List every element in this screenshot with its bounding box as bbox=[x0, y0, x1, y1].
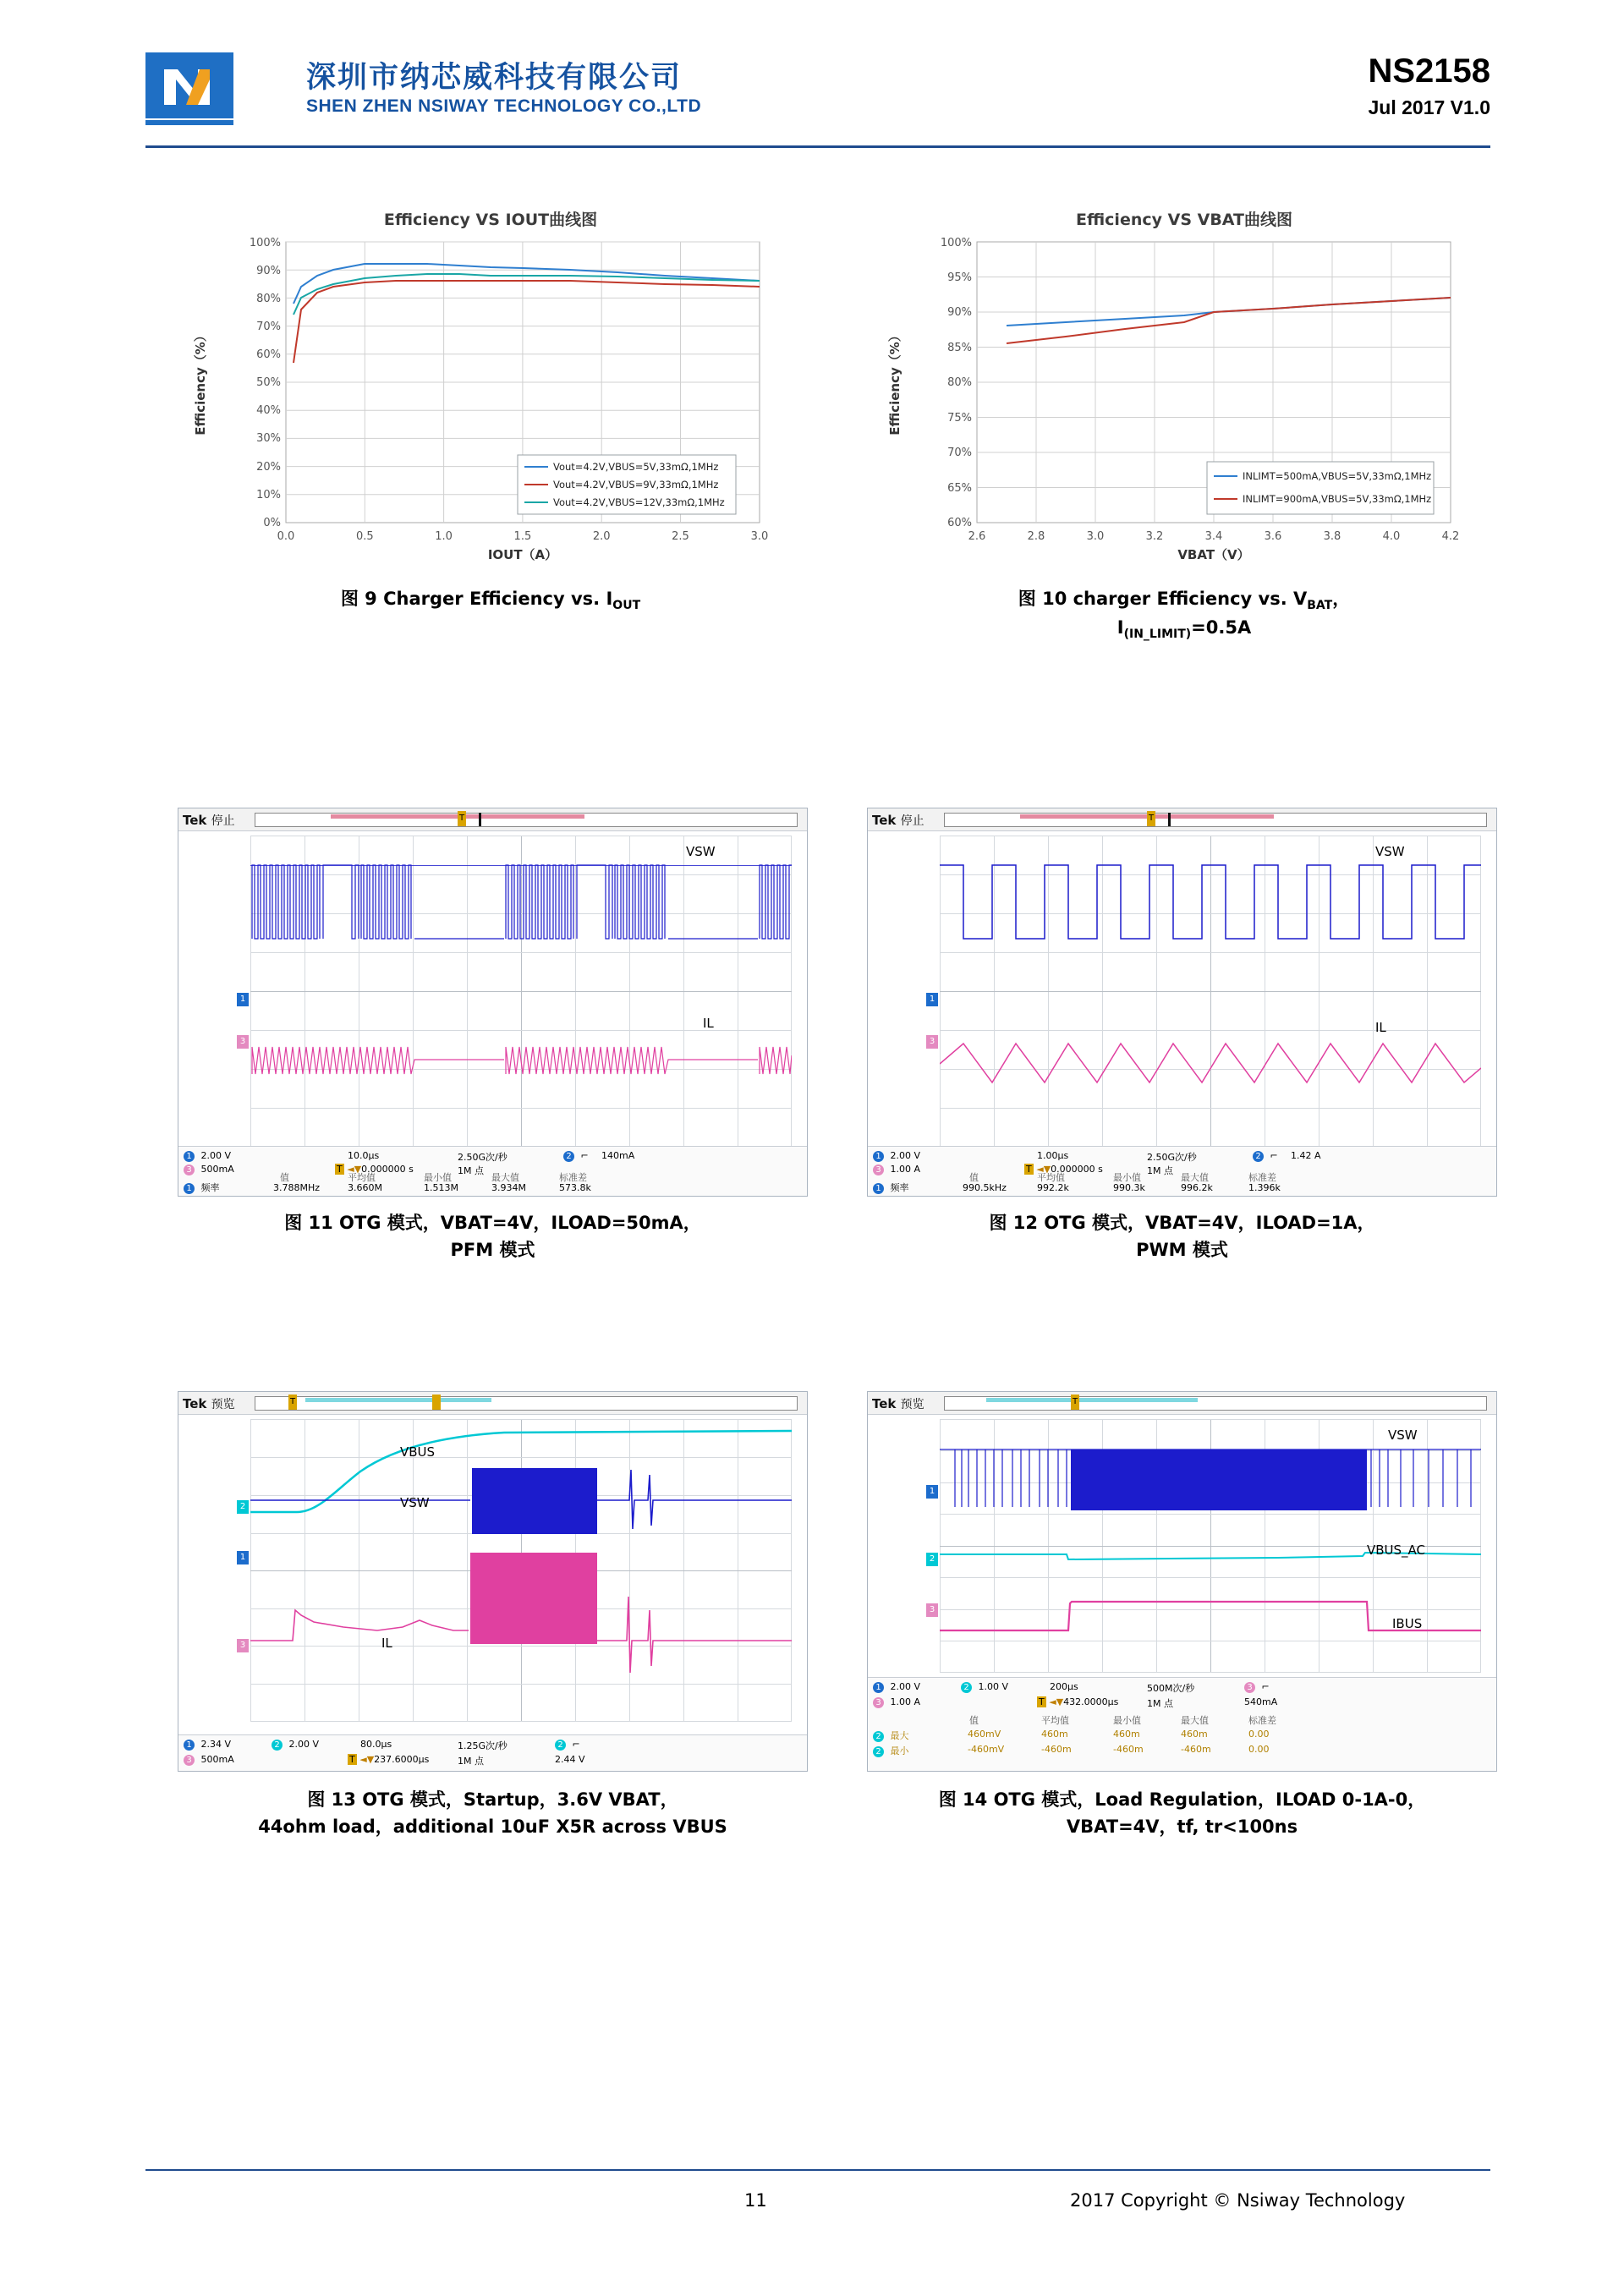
scope-measurement-row-max: 2 最大 bbox=[873, 1729, 909, 1742]
svg-text:3.2: 3.2 bbox=[1145, 530, 1164, 543]
figure-9-caption-text: 图 9 Charger Efficiency vs. I bbox=[340, 589, 613, 609]
channel-3-marker[interactable]: 3 bbox=[926, 1603, 938, 1617]
scope-meas-mean-min: -460m bbox=[1041, 1744, 1072, 1755]
scope-ch1-setting: 1 2.34 V bbox=[184, 1739, 231, 1751]
figure-14-caption bbox=[867, 1787, 1497, 1840]
header-divider bbox=[145, 145, 1490, 148]
scope-meas-header-min: 最小值 bbox=[424, 1172, 452, 1183]
scope-screenshot-otg-load-regulation bbox=[867, 1391, 1497, 1772]
scope-settings-bar bbox=[868, 1146, 1496, 1196]
figure-13 bbox=[178, 1391, 808, 1840]
scope-trigger-level: 1.42 A bbox=[1291, 1150, 1321, 1161]
scope-meas-header-value: 值 bbox=[969, 1715, 979, 1726]
company-name-cn: 深圳市纳芯威科技有限公司 bbox=[306, 61, 683, 95]
scope-record-length: 1M 点 bbox=[458, 1165, 484, 1176]
scope-trigger-position: T ◄▼0.000000 s bbox=[337, 1164, 414, 1175]
scope-trigger-marker: T bbox=[1071, 1395, 1079, 1410]
scope-measurement-row-min: 2 最小 bbox=[873, 1744, 909, 1757]
scope-meas-min: 990.3k bbox=[1113, 1182, 1145, 1193]
svg-text:4.2: 4.2 bbox=[1441, 530, 1460, 543]
scope-meas-header-max: 最大值 bbox=[491, 1172, 519, 1183]
svg-text:95%: 95% bbox=[947, 271, 972, 284]
scope-record-length: 1M 点 bbox=[1147, 1165, 1173, 1176]
scope-trigger-position: T ◄▼237.6000μs bbox=[349, 1754, 430, 1765]
scope-trigger-level: 2.44 V bbox=[555, 1754, 585, 1765]
scope-record-fill bbox=[986, 1398, 1198, 1402]
scope-trigger-marker: T bbox=[288, 1395, 297, 1410]
scope-meas-header-std: 标准差 bbox=[559, 1172, 587, 1183]
scope-meas-header-min: 最小值 bbox=[1113, 1172, 1141, 1183]
scope-trigger-channel: 3 ⌐ bbox=[1244, 1681, 1270, 1693]
scope-trigger-position: T ◄▼432.0000μs bbox=[1039, 1696, 1119, 1707]
scope-ch2-setting: 2 1.00 V bbox=[961, 1681, 1008, 1693]
svg-text:20%: 20% bbox=[256, 461, 281, 474]
scope-meas-max: 3.934M bbox=[491, 1182, 526, 1193]
figure-10-caption-line2-tail: =0.5A bbox=[1191, 617, 1252, 638]
page-number: 11 bbox=[744, 2190, 767, 2211]
svg-text:1.5: 1.5 bbox=[513, 530, 532, 543]
channel-2-marker[interactable]: 2 bbox=[237, 1500, 249, 1514]
svg-text:30%: 30% bbox=[256, 432, 281, 445]
scope-ch2-setting: 2 2.00 V bbox=[272, 1739, 319, 1751]
page-header bbox=[145, 44, 1490, 137]
channel-3-marker[interactable]: 3 bbox=[926, 1035, 938, 1049]
scope-settings-bar bbox=[178, 1146, 807, 1196]
scope-trigger-channel: 2 ⌐ bbox=[563, 1150, 589, 1162]
trace-label-il: IL bbox=[703, 1016, 714, 1031]
svg-text:100%: 100% bbox=[249, 237, 281, 249]
company-name-en: SHEN ZHEN NSIWAY TECHNOLOGY CO.,LTD bbox=[306, 96, 702, 116]
figure-12 bbox=[867, 808, 1497, 1263]
scope-record-length: 1M 点 bbox=[1147, 1698, 1173, 1709]
scope-meas-max-max: 460m bbox=[1181, 1729, 1208, 1740]
channel-1-marker[interactable]: 1 bbox=[237, 993, 249, 1006]
figure-12-caption-line2: PWM 模式 bbox=[1136, 1239, 1228, 1260]
svg-text:100%: 100% bbox=[940, 237, 972, 249]
figure-14 bbox=[867, 1391, 1497, 1840]
svg-text:40%: 40% bbox=[256, 404, 281, 417]
trace-label-ibus: IBUS bbox=[1392, 1616, 1423, 1631]
scope-meas-std-min: 0.00 bbox=[1248, 1744, 1270, 1755]
trace-label-vsw: VSW bbox=[1388, 1427, 1418, 1443]
figure-10-caption bbox=[875, 586, 1493, 644]
svg-text:75%: 75% bbox=[947, 412, 972, 425]
scope-sample-rate: 2.50G次/秒 bbox=[1147, 1152, 1197, 1163]
svg-text:90%: 90% bbox=[947, 306, 972, 319]
scope-cursor-marker bbox=[479, 813, 481, 826]
trace-label-il: IL bbox=[381, 1636, 392, 1651]
figure-10-caption-text: 图 10 charger Efficiency vs. V bbox=[1018, 589, 1308, 609]
svg-text:10%: 10% bbox=[256, 489, 281, 501]
scope-settings-bar bbox=[178, 1734, 807, 1771]
channel-1-marker[interactable]: 1 bbox=[926, 1485, 938, 1499]
scope-meas-mean-max: 460m bbox=[1041, 1729, 1068, 1740]
trace-label-vbus-ac: VBUS_AC bbox=[1367, 1543, 1426, 1558]
scope-meas-value-min: -460mV bbox=[968, 1744, 1005, 1755]
scope-meas-header-value: 值 bbox=[969, 1172, 979, 1183]
scope-ch1-setting: 1 2.00 V bbox=[873, 1681, 920, 1693]
svg-text:4.0: 4.0 bbox=[1382, 530, 1401, 543]
scope-position-marker bbox=[432, 1395, 441, 1410]
scope-record-length: 1M 点 bbox=[458, 1756, 484, 1767]
scope-trigger-marker: T bbox=[1147, 811, 1155, 826]
scope-trigger-channel: 2 ⌐ bbox=[555, 1739, 580, 1751]
svg-text:1.0: 1.0 bbox=[435, 530, 453, 543]
svg-text:Efficiency（%）: Efficiency（%） bbox=[887, 329, 903, 436]
scope-meas-header-value: 值 bbox=[280, 1172, 289, 1183]
trace-label-vbus: VBUS bbox=[400, 1444, 436, 1460]
scope-meas-min-max: 460m bbox=[1113, 1729, 1140, 1740]
scope-settings-bar bbox=[868, 1677, 1496, 1771]
scope-ch3-setting: 3 1.00 A bbox=[873, 1696, 920, 1708]
scope-timebase: 200μs bbox=[1050, 1681, 1078, 1692]
channel-1-marker[interactable]: 1 bbox=[237, 1551, 249, 1564]
svg-text:65%: 65% bbox=[947, 482, 972, 495]
scope-screenshot-otg-pwm bbox=[867, 808, 1497, 1197]
part-number: NS2158 bbox=[1368, 52, 1490, 90]
scope-ch1-setting: 1 2.00 V bbox=[184, 1150, 231, 1162]
scope-measurement-row: 1 频率 bbox=[184, 1181, 220, 1194]
trace-label-vsw: VSW bbox=[400, 1495, 430, 1510]
figure-9-caption bbox=[178, 586, 804, 615]
svg-text:Vout=4.2V,VBUS=9V,33mΩ,1MHz: Vout=4.2V,VBUS=9V,33mΩ,1MHz bbox=[553, 479, 719, 490]
svg-text:3.6: 3.6 bbox=[1264, 530, 1282, 543]
copyright-notice: 2017 Copyright © Nsiway Technology bbox=[1070, 2190, 1406, 2211]
logo-mark-icon bbox=[161, 63, 220, 109]
svg-text:60%: 60% bbox=[256, 348, 281, 361]
document-version: Jul 2017 V1.0 bbox=[1368, 96, 1490, 118]
figure-10 bbox=[875, 203, 1493, 644]
scope-meas-header-std: 标准差 bbox=[1248, 1172, 1276, 1183]
scope-trigger-level: 140mA bbox=[601, 1150, 635, 1161]
scope-state: 停止 bbox=[211, 814, 235, 828]
svg-text:2.5: 2.5 bbox=[672, 530, 689, 543]
scope-meas-min-min: -460m bbox=[1113, 1744, 1144, 1755]
figure-11 bbox=[178, 808, 808, 1263]
scope-cursor-marker bbox=[1168, 813, 1171, 826]
figure-11-caption-line2: PFM 模式 bbox=[450, 1239, 535, 1260]
figure-11-caption-line1: 图 11 OTG 模式，VBAT=4V，ILOAD=50mA， bbox=[284, 1213, 701, 1233]
scope-meas-header-mean: 平均值 bbox=[348, 1172, 376, 1183]
scope-meas-value: 3.788MHz bbox=[273, 1182, 321, 1193]
figure-10-caption-line2: I bbox=[1116, 617, 1124, 638]
svg-text:85%: 85% bbox=[947, 342, 972, 354]
svg-text:Vout=4.2V,VBUS=12V,33mΩ,1MHz: Vout=4.2V,VBUS=12V,33mΩ,1MHz bbox=[553, 496, 725, 508]
scope-meas-value: 990.5kHz bbox=[963, 1182, 1007, 1193]
svg-text:VBAT（V）: VBAT（V） bbox=[1177, 547, 1250, 562]
svg-text:0.5: 0.5 bbox=[355, 530, 374, 543]
chart-efficiency-vs-vbat bbox=[875, 203, 1493, 571]
footer-divider bbox=[145, 2169, 1490, 2171]
scope-timebase: 1.00μs bbox=[1037, 1150, 1069, 1161]
svg-text:70%: 70% bbox=[256, 321, 281, 333]
figure-14-caption-line2: VBAT=4V，tf, tr<100ns bbox=[1066, 1816, 1298, 1837]
scope-meas-max-min: -460m bbox=[1181, 1744, 1211, 1755]
scope-state: 停止 bbox=[900, 814, 924, 828]
svg-text:Vout=4.2V,VBUS=5V,33mΩ,1MHz: Vout=4.2V,VBUS=5V,33mΩ,1MHz bbox=[553, 461, 719, 473]
scope-ch1-setting: 1 2.00 V bbox=[873, 1150, 920, 1162]
scope-state: 预览 bbox=[900, 1398, 924, 1411]
scope-meas-mean: 3.660M bbox=[348, 1182, 382, 1193]
svg-text:50%: 50% bbox=[256, 376, 281, 389]
scope-meas-min: 1.513M bbox=[424, 1182, 458, 1193]
figure-12-caption bbox=[867, 1210, 1497, 1263]
scope-ch3-setting: 3 500mA bbox=[184, 1164, 234, 1175]
svg-text:INLIMT=500mA,VBUS=5V,33mΩ,1MHz: INLIMT=500mA,VBUS=5V,33mΩ,1MHz bbox=[1243, 470, 1432, 482]
scope-brand: Tek 预览 bbox=[872, 1396, 924, 1411]
scope-meas-max: 996.2k bbox=[1181, 1182, 1213, 1193]
scope-brand: Tek 停止 bbox=[183, 813, 235, 828]
channel-3-marker[interactable]: 3 bbox=[237, 1035, 249, 1049]
scope-meas-std: 573.8k bbox=[559, 1182, 591, 1193]
figure-10-caption-line2-sub: (IN_LIMIT) bbox=[1123, 627, 1192, 642]
channel-3-marker[interactable]: 3 bbox=[237, 1639, 249, 1652]
scope-trigger-marker: T bbox=[458, 811, 466, 826]
scope-meas-header-mean: 平均值 bbox=[1041, 1715, 1069, 1726]
scope-brand: Tek 停止 bbox=[872, 813, 924, 828]
svg-text:60%: 60% bbox=[947, 517, 972, 529]
scope-sample-rate: 1.25G次/秒 bbox=[458, 1740, 508, 1751]
scope-waveforms bbox=[940, 836, 1481, 1147]
figure-12-caption-line1: 图 12 OTG 模式，VBAT=4V，ILOAD=1A， bbox=[989, 1213, 1375, 1233]
channel-2-marker[interactable]: 2 bbox=[926, 1553, 938, 1566]
svg-text:Efficiency（%）: Efficiency（%） bbox=[193, 329, 208, 436]
svg-text:2.0: 2.0 bbox=[592, 530, 611, 543]
svg-text:3.0: 3.0 bbox=[750, 530, 769, 543]
figure-10-caption-tail: ， bbox=[1332, 589, 1351, 609]
svg-text:0%: 0% bbox=[263, 517, 281, 529]
trace-label-vsw: VSW bbox=[686, 844, 716, 859]
scope-meas-std-max: 0.00 bbox=[1248, 1729, 1270, 1740]
scope-trigger-level: 540mA bbox=[1244, 1696, 1278, 1707]
svg-text:INLIMT=900mA,VBUS=5V,33mΩ,1MHz: INLIMT=900mA,VBUS=5V,33mΩ,1MHz bbox=[1243, 493, 1432, 505]
figure-11-caption bbox=[178, 1210, 808, 1263]
scope-meas-header-std: 标准差 bbox=[1248, 1715, 1276, 1726]
scope-meas-header-max: 最大值 bbox=[1181, 1172, 1209, 1183]
scope-state: 预览 bbox=[211, 1398, 235, 1411]
scope-sample-rate: 500M次/秒 bbox=[1147, 1683, 1195, 1694]
figure-13-caption-line1: 图 13 OTG 模式，Startup，3.6V VBAT， bbox=[307, 1789, 678, 1810]
trace-label-il: IL bbox=[1375, 1020, 1386, 1035]
chart-efficiency-vs-iout bbox=[178, 203, 804, 571]
figure-10-caption-sub: BAT bbox=[1307, 599, 1333, 613]
scope-trigger-channel: 2 ⌐ bbox=[1253, 1150, 1278, 1162]
scope-screenshot-otg-pfm bbox=[178, 808, 808, 1197]
scope-meas-std: 1.396k bbox=[1248, 1182, 1281, 1193]
channel-1-marker[interactable]: 1 bbox=[926, 993, 938, 1006]
svg-text:Efficiency VS IOUT曲线图: Efficiency VS IOUT曲线图 bbox=[383, 211, 598, 229]
scope-meas-value-max: 460mV bbox=[968, 1729, 1001, 1740]
svg-text:Efficiency VS VBAT曲线图: Efficiency VS VBAT曲线图 bbox=[1076, 211, 1292, 229]
svg-text:2.6: 2.6 bbox=[968, 530, 986, 543]
svg-text:90%: 90% bbox=[256, 265, 281, 277]
scope-meas-header-min: 最小值 bbox=[1113, 1715, 1141, 1726]
figure-13-caption bbox=[178, 1787, 808, 1840]
svg-text:3.0: 3.0 bbox=[1086, 530, 1105, 543]
scope-measurement-row: 1 频率 bbox=[873, 1181, 909, 1194]
svg-text:3.4: 3.4 bbox=[1204, 530, 1223, 543]
scope-ch3-setting: 3 500mA bbox=[184, 1754, 234, 1766]
scope-waveforms bbox=[250, 1419, 792, 1722]
svg-text:2.8: 2.8 bbox=[1027, 530, 1045, 543]
scope-brand: Tek 预览 bbox=[183, 1396, 235, 1411]
figure-9-caption-sub: OUT bbox=[612, 599, 641, 613]
scope-meas-header-mean: 平均值 bbox=[1037, 1172, 1065, 1183]
svg-text:80%: 80% bbox=[256, 293, 281, 305]
scope-timebase: 80.0μs bbox=[360, 1739, 392, 1750]
scope-timebase: 10.0μs bbox=[348, 1150, 380, 1161]
scope-record-fill bbox=[305, 1398, 491, 1402]
figure-9 bbox=[178, 203, 804, 615]
svg-text:0.0: 0.0 bbox=[277, 530, 295, 543]
scope-sample-rate: 2.50G次/秒 bbox=[458, 1152, 508, 1163]
svg-text:3.8: 3.8 bbox=[1323, 530, 1341, 543]
svg-text:70%: 70% bbox=[947, 447, 972, 459]
svg-text:IOUT（A）: IOUT（A） bbox=[487, 547, 558, 562]
scope-trigger-position: T ◄▼0.000000 s bbox=[1026, 1164, 1103, 1175]
trace-label-vsw: VSW bbox=[1375, 844, 1405, 859]
scope-ch3-setting: 3 1.00 A bbox=[873, 1164, 920, 1175]
scope-screenshot-otg-startup bbox=[178, 1391, 808, 1772]
figure-13-caption-line2: 44ohm load，additional 10uF X5R across VBUS bbox=[258, 1816, 727, 1837]
company-logo bbox=[145, 52, 234, 120]
svg-text:80%: 80% bbox=[947, 376, 972, 389]
scope-waveforms bbox=[250, 836, 792, 1147]
scope-meas-header-max: 最大值 bbox=[1181, 1715, 1209, 1726]
scope-meas-mean: 992.2k bbox=[1037, 1182, 1069, 1193]
figure-14-caption-line1: 图 14 OTG 模式，Load Regulation，ILOAD 0-1A-0， bbox=[938, 1789, 1426, 1810]
